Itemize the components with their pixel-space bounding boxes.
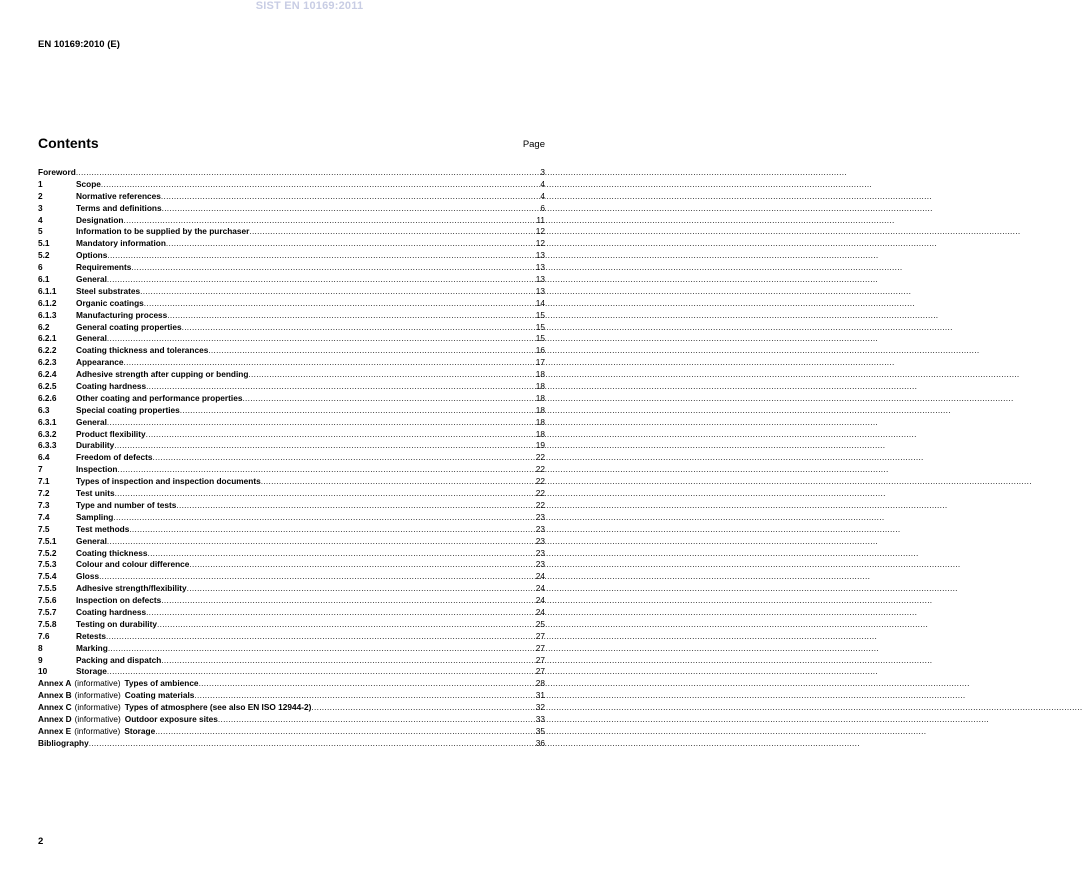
- toc-entry-title: General: [76, 333, 107, 344]
- toc-entry[interactable]: [38, 548, 545, 560]
- toc-dot-leader: [106, 631, 535, 643]
- toc-entry[interactable]: [38, 643, 545, 655]
- toc-entry-number: 1: [38, 178, 43, 189]
- toc-entry-title: Appearance: [76, 357, 124, 368]
- toc-entry[interactable]: [38, 250, 545, 262]
- annex-label: Annex D: [38, 713, 72, 724]
- toc-dot-leader: [107, 333, 535, 345]
- annex-title: Storage: [124, 725, 156, 736]
- annex-type: (informative): [74, 713, 121, 724]
- toc-entry-page: 18: [535, 404, 545, 415]
- toc-entry-page: 11: [536, 214, 545, 225]
- toc-entry-page: 17: [535, 357, 545, 368]
- toc-entry-page: 4: [540, 178, 545, 189]
- toc-entry[interactable]: [38, 678, 545, 690]
- toc-dot-leader: [199, 678, 535, 690]
- toc-entry-title: Organic coatings: [76, 297, 144, 308]
- toc-entry-title: Options: [76, 250, 108, 261]
- toc-dot-leader: [249, 226, 534, 238]
- toc-entry-title: Steel substrates: [76, 285, 141, 296]
- toc-entry[interactable]: [38, 262, 545, 274]
- toc-entry-page: 13: [535, 274, 545, 285]
- annex-label: Annex C: [38, 702, 72, 713]
- toc-entry-page: 23: [535, 547, 545, 558]
- toc-dot-leader: [107, 274, 535, 286]
- toc-entry[interactable]: [38, 702, 545, 714]
- toc-entry-number: 5.1: [38, 238, 50, 249]
- toc-entry-title: Requirements: [76, 262, 132, 273]
- toc-dot-leader: [167, 310, 534, 322]
- toc-entry-page: 19: [535, 440, 545, 451]
- toc-entry-title: Types of inspection and inspection documents: [76, 476, 261, 487]
- toc-entry-page: 4: [540, 190, 545, 201]
- toc-entry-number: 7.5.6: [38, 595, 57, 606]
- toc-dot-leader: [146, 381, 535, 393]
- toc-entry[interactable]: [38, 274, 545, 286]
- toc-dot-leader: [114, 440, 535, 452]
- toc-entry[interactable]: [38, 488, 545, 500]
- toc-entry-title: Manufacturing process: [76, 309, 168, 320]
- toc-entry-title: Coating hardness: [76, 381, 147, 392]
- toc-entry-number: 7.5.4: [38, 571, 57, 582]
- toc-dot-leader: [162, 203, 540, 215]
- toc-entry[interactable]: [38, 500, 545, 512]
- annex-label: Annex B: [38, 690, 72, 701]
- page-title: Contents: [38, 135, 99, 151]
- toc-dot-leader: [218, 714, 535, 726]
- toc-entry-title: Coating hardness: [76, 606, 147, 617]
- toc-entry-number: 5: [38, 226, 43, 237]
- toc-entry[interactable]: [38, 452, 545, 464]
- toc-dot-leader: [189, 559, 534, 571]
- annex-title: Types of ambience: [124, 678, 199, 689]
- toc-entry[interactable]: [38, 536, 545, 548]
- toc-entry[interactable]: [38, 583, 545, 595]
- toc-entry-page: 23: [535, 535, 545, 546]
- toc-entry[interactable]: [38, 333, 545, 345]
- toc-entry-number: 6.2.5: [38, 381, 57, 392]
- toc-entry[interactable]: [38, 714, 545, 726]
- toc-dot-leader: [147, 548, 534, 560]
- toc-dot-leader: [166, 238, 535, 250]
- toc-entry-title: Designation: [76, 214, 124, 225]
- toc-dot-leader: [89, 738, 535, 750]
- toc-entry-title: Coating thickness: [76, 547, 148, 558]
- toc-entry-page: 27: [535, 654, 545, 665]
- annex-label: Annex A: [38, 678, 72, 689]
- toc-entry-number: 7.4: [38, 511, 50, 522]
- toc-entry-number: 6.4: [38, 452, 50, 463]
- toc-entry[interactable]: [38, 690, 545, 702]
- toc-dot-leader: [208, 345, 534, 357]
- toc-entry[interactable]: [38, 524, 545, 536]
- toc-entry[interactable]: [38, 405, 545, 417]
- toc-dot-leader: [242, 393, 534, 405]
- page-column-label: Page: [522, 139, 545, 150]
- toc-dot-leader: [144, 298, 535, 310]
- toc-entry-title: Special coating properties: [76, 404, 180, 415]
- toc-entry-number: 6.3.2: [38, 428, 57, 439]
- toc-entry[interactable]: [38, 655, 545, 667]
- toc-dot-leader: [115, 488, 535, 500]
- toc-entry-title: Inspection on defects: [76, 595, 162, 606]
- toc-entry-title: Type and number of tests: [76, 499, 177, 510]
- toc-entry-page: 24: [535, 571, 545, 582]
- toc-entry-number: 6.1.3: [38, 309, 57, 320]
- toc-entry-page: 13: [535, 262, 545, 273]
- toc-entry-page: 27: [535, 630, 545, 641]
- toc-dot-leader: [248, 369, 534, 381]
- toc-entry-number: 7.5.3: [38, 559, 57, 570]
- toc-dot-leader: [108, 643, 535, 655]
- toc-dot-leader: [124, 357, 535, 369]
- toc-entry-page: 12: [535, 238, 545, 249]
- toc-entry-page: 24: [535, 606, 545, 617]
- toc-entry-title: Storage: [76, 666, 107, 677]
- toc-entry-bibliography[interactable]: [38, 738, 545, 750]
- toc-dot-leader: [161, 655, 534, 667]
- toc-entry-number: 6.2: [38, 321, 50, 332]
- toc-entry[interactable]: [38, 286, 545, 298]
- toc-entry[interactable]: [38, 417, 545, 429]
- page-number: 2: [38, 836, 44, 847]
- toc-entry-page: 35: [535, 725, 545, 736]
- toc-entry-page: 22: [535, 488, 545, 499]
- toc-entry-page: 18: [535, 392, 545, 403]
- toc-dot-leader: [187, 583, 535, 595]
- toc-entry-number: 2: [38, 190, 43, 201]
- toc-entry-number: 6.3: [38, 404, 50, 415]
- toc-entry[interactable]: [38, 619, 545, 631]
- toc-entry-page: 13: [535, 250, 545, 261]
- toc-entry[interactable]: [38, 595, 545, 607]
- toc-entry-page: 18: [535, 381, 545, 392]
- toc-entry-page: 24: [535, 583, 545, 594]
- toc-dot-leader: [182, 322, 535, 334]
- toc-entry-title: Bibliography: [38, 737, 89, 748]
- toc-entry-title: Test methods: [76, 523, 130, 534]
- toc-entry-title: General: [76, 535, 107, 546]
- toc-entry-page: 13: [535, 285, 545, 296]
- toc-dot-leader: [153, 452, 535, 464]
- toc-entry[interactable]: [38, 191, 545, 203]
- toc-entry-number: 7.3: [38, 499, 50, 510]
- toc-entry[interactable]: [38, 512, 545, 524]
- toc-dot-leader: [161, 595, 534, 607]
- toc-entry-page: 25: [535, 618, 545, 629]
- toc-entry-number: 8: [38, 642, 43, 653]
- toc-entry[interactable]: [38, 464, 545, 476]
- toc-entry[interactable]: [38, 357, 545, 369]
- toc-entry[interactable]: [38, 310, 545, 322]
- toc-dot-leader: [76, 167, 540, 179]
- toc-entry-number: 7.5.5: [38, 583, 57, 594]
- toc-dot-leader: [99, 571, 535, 583]
- toc-entry-title: Inspection: [76, 464, 118, 475]
- toc-entry-number: 6: [38, 262, 43, 273]
- toc-entry[interactable]: [38, 726, 545, 738]
- toc-entry-title: Marking: [76, 642, 108, 653]
- toc-entry-number: 6.2.6: [38, 392, 57, 403]
- annex-title: Outdoor exposure sites: [124, 713, 218, 724]
- toc-dot-leader: [107, 250, 534, 262]
- toc-entry[interactable]: [38, 666, 545, 678]
- toc-entry-page: 36: [535, 737, 545, 748]
- toc-entry-number: 6.3.3: [38, 440, 57, 451]
- toc-entry-title: Product flexibility: [76, 428, 146, 439]
- toc-dot-leader: [118, 464, 535, 476]
- toc-entry-page: 22: [535, 464, 545, 475]
- toc-entry-number: 7.6: [38, 630, 50, 641]
- toc-entry-title: Other coating and performance properties: [76, 392, 243, 403]
- toc-entry-number: 5.2: [38, 250, 50, 261]
- toc-entry[interactable]: [38, 215, 545, 227]
- toc-dot-leader: [194, 690, 534, 702]
- toc-entry[interactable]: [38, 571, 545, 583]
- toc-entry-page: 22: [535, 452, 545, 463]
- toc-entry[interactable]: [38, 429, 545, 441]
- annex-type: (informative): [74, 678, 121, 689]
- toc-entry-title: General: [76, 416, 107, 427]
- toc-entry-title: Scope: [76, 178, 101, 189]
- toc-entry-title: Adhesive strength/flexibility: [76, 583, 187, 594]
- toc-dot-leader: [155, 726, 535, 738]
- toc-entry[interactable]: [38, 393, 545, 405]
- toc-entry-number: 6.2.4: [38, 369, 57, 380]
- toc-entry-page: 23: [535, 559, 545, 570]
- toc-entry[interactable]: [38, 322, 545, 334]
- toc-entry-page: 18: [535, 428, 545, 439]
- toc-entry-title: General coating properties: [76, 321, 182, 332]
- toc-entry-number: 7.5.2: [38, 547, 57, 558]
- toc-entry[interactable]: [38, 631, 545, 643]
- toc-entry-number: 7.5.7: [38, 606, 57, 617]
- annex-label: Annex E: [38, 725, 72, 736]
- toc-dot-leader: [129, 524, 534, 536]
- toc-entry[interactable]: [38, 607, 545, 619]
- toc-entry-page: 22: [535, 499, 545, 510]
- toc-entry-number: 6.2.3: [38, 357, 57, 368]
- document-id: EN 10169:2010 (E): [38, 39, 120, 50]
- toc-dot-leader: [101, 179, 539, 191]
- toc-entry-title: Test units: [76, 488, 115, 499]
- toc-entry[interactable]: [38, 476, 545, 488]
- toc-entry-title: Mandatory information: [76, 238, 166, 249]
- toc-entry-page: 28: [535, 678, 545, 689]
- toc-entry-page: 27: [535, 666, 545, 677]
- toc-dot-leader: [131, 262, 534, 274]
- toc-dot-leader: [161, 191, 540, 203]
- toc-entry-number: 10: [38, 666, 48, 677]
- toc-entry[interactable]: [38, 179, 545, 191]
- toc-entry-page: 14: [535, 297, 545, 308]
- toc-entry-page: 22: [535, 476, 545, 487]
- table-of-contents: [38, 167, 545, 750]
- toc-entry[interactable]: [38, 440, 545, 452]
- toc-entry-number: 7.5.8: [38, 618, 57, 629]
- toc-entry-title: General: [76, 274, 107, 285]
- toc-entry-title: Testing on durability: [76, 618, 157, 629]
- toc-dot-leader: [157, 619, 535, 631]
- toc-entry[interactable]: [38, 167, 545, 179]
- toc-entry-title: Durability: [76, 440, 115, 451]
- toc-dot-leader: [311, 702, 534, 714]
- toc-entry-page: 27: [535, 642, 545, 653]
- toc-entry-page: 23: [535, 523, 545, 534]
- toc-entry-number: 6.1.2: [38, 297, 57, 308]
- toc-entry-page: 6: [540, 202, 545, 213]
- toc-entry-page: 23: [535, 511, 545, 522]
- toc-entry-number: 4: [38, 214, 43, 225]
- toc-entry-page: 15: [535, 321, 545, 332]
- toc-entry[interactable]: [38, 226, 545, 238]
- toc-dot-leader: [146, 429, 535, 441]
- annex-title: Types of atmosphere (see also EN ISO 12944-2): [124, 702, 312, 713]
- toc-entry-page: 15: [535, 333, 545, 344]
- toc-entry-number: 7.2: [38, 488, 50, 499]
- toc-dot-leader: [123, 215, 535, 227]
- watermark: SIST EN 10169:2011: [255, 0, 364, 12]
- toc-dot-leader: [107, 536, 535, 548]
- toc-entry-page: 16: [535, 345, 545, 356]
- toc-entry-page: 32: [535, 702, 545, 713]
- toc-entry-title: Sampling: [76, 511, 114, 522]
- toc-entry-number: 6.1.1: [38, 285, 57, 296]
- annex-type: (informative): [74, 690, 121, 701]
- toc-entry-title: Packing and dispatch: [76, 654, 162, 665]
- annex-type: (informative): [74, 725, 121, 736]
- toc-entry[interactable]: [38, 345, 545, 357]
- toc-entry[interactable]: [38, 369, 545, 381]
- toc-entry-number: 3: [38, 202, 43, 213]
- toc-entry-title: Foreword: [38, 167, 76, 177]
- toc-entry-number: 7: [38, 464, 43, 475]
- toc-entry-page: 24: [535, 595, 545, 606]
- toc-entry-title: Terms and definitions: [76, 202, 162, 213]
- toc-entry-page: 3: [540, 167, 545, 177]
- toc-entry[interactable]: [38, 203, 545, 215]
- toc-entry-title: Normative references: [76, 190, 161, 201]
- toc-dot-leader: [180, 405, 535, 417]
- toc-entry-page: 12: [535, 226, 545, 237]
- toc-entry-title: Coating thickness and tolerances: [76, 345, 209, 356]
- toc-dot-leader: [140, 286, 535, 298]
- toc-entry[interactable]: [38, 559, 545, 571]
- toc-entry[interactable]: [38, 381, 545, 393]
- toc-dot-leader: [107, 666, 535, 678]
- annex-title: Coating materials: [124, 690, 195, 701]
- toc-dot-leader: [146, 607, 535, 619]
- toc-entry-title: Information to be supplied by the purchaser: [76, 226, 250, 237]
- toc-entry-page: 15: [535, 309, 545, 320]
- toc-entry-page: 18: [535, 369, 545, 380]
- toc-entry-title: Colour and colour difference: [76, 559, 190, 570]
- toc-entry-number: 7.1: [38, 476, 50, 487]
- toc-dot-leader: [176, 500, 534, 512]
- toc-entry-page: 33: [535, 713, 545, 724]
- toc-entry-number: 6.2.2: [38, 345, 57, 356]
- toc-entry-page: 18: [535, 416, 545, 427]
- toc-entry[interactable]: [38, 238, 545, 250]
- toc-entry-page: 31: [535, 690, 545, 701]
- toc-entry-title: Retests: [76, 630, 106, 641]
- toc-dot-leader: [261, 476, 535, 488]
- toc-dot-leader: [113, 512, 534, 524]
- toc-entry-number: 7.5.1: [38, 535, 57, 546]
- toc-entry-number: 6.1: [38, 274, 50, 285]
- toc-entry-number: 6.3.1: [38, 416, 57, 427]
- toc-entry-number: 6.2.1: [38, 333, 57, 344]
- toc-entry-number: 9: [38, 654, 43, 665]
- toc-entry-title: Adhesive strength after cupping or bending: [76, 369, 249, 380]
- toc-entry[interactable]: [38, 298, 545, 310]
- annex-type: (informative): [74, 702, 121, 713]
- toc-dot-leader: [107, 417, 535, 429]
- toc-entry-number: 7.5: [38, 523, 50, 534]
- toc-entry-title: Freedom of defects: [76, 452, 153, 463]
- toc-entry-title: Gloss: [76, 571, 100, 582]
